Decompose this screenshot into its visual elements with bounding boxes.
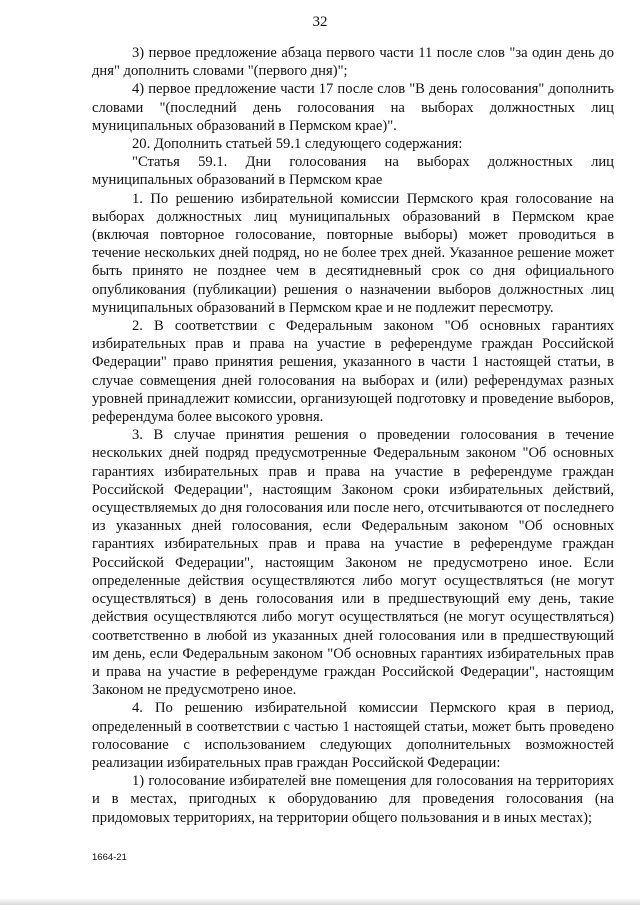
amendment-item-3: 3) первое предложение абзаца первого части 11 после слов "за один день до дня" дополнить словами "(первого дня)";	[92, 45, 614, 80]
document-body	[92, 44, 614, 827]
scan-edge	[0, 898, 640, 905]
page-number: 32	[312, 14, 328, 30]
amendment-item-20: 20. Дополнить статьей 59.1 следующего содержания:	[132, 136, 463, 153]
article-heading: "Статья 59.1. Дни голосования на выборах должностных лиц муниципальных образований в Пермском крае	[92, 154, 614, 189]
article-part-4-item-1: 1) голосование избирателей вне помещения для голосования на территориях и в местах, пригодных к оборудованию для проведения голосования (на придомовых территориях, на территории общего пользования и в иных местах);	[92, 773, 614, 826]
amendment-item-4: 4) первое предложение части 17 после слов "В день голосования" дополнить словами "(последний день голосования на выборах должностных лиц муниципальных образований в Пермском крае)".	[92, 81, 614, 134]
article-part-4: 4. По решению избирательной комиссии Пермского края в период, определенный в соответствии с частью 1 настоящей статьи, может быть проведено голосование с использованием следующих дополнительных возможностей реализации избирательных прав граждан Российской Федерации:	[92, 700, 614, 771]
article-part-2: 2. В соответствии с Федеральным законом "Об основных гарантиях избирательных прав и права на участие в референдуме граждан Российской Федерации" право принятия решения, указанного в части 1 настоящей статьи, в случае совмещения дней голосования на выборах и (или) референдумах разных уровней принадлежит комиссии, организующей подготовку и проведение выборов, референдума более высокого уровня.	[92, 318, 614, 426]
article-part-1: 1. По решению избирательной комиссии Пермского края голосование на выборах должностных лиц муниципальных образований в Пермском крае (включая повторное голосование, повторные выборы) может проводиться в течение нескольких дней подряд, но не более трех дней. Указанное решение может быть принято не позднее чем в десятидневный срок со дня официального опубликования (публикации) решения о назначении выборов должностных лиц муниципальных образований в Пермском крае и не подлежит пересмотру.	[92, 190, 614, 316]
article-part-3: 3. В случае принятия решения о проведении голосования в течение нескольких дней подряд предусмотренные Федеральным законом "Об основных гарантиях избирательных прав и права на участие в референдуме граждан Российской Федерации", настоящим Законом сроки избирательных действий, осуществляемых до дня голосования или после него, отсчитываются от последнего из указанных дней голосования, если Федеральным законом "Об основных гарантиях избирательных прав и права на участие в референдуме граждан Российской Федерации", настоящим Законом не предусмотрено иное. Если определенные действия осуществляются либо могут осуществляться (не могут осуществляться) в день голосования или в предшествующий ему день, такие действия осуществляются либо могут осуществляться (не могут осуществляться) соответственно в любой из указанных дней голосования или в предшествующий им день, если Федеральным законом "Об основных гарантиях избирательных прав и права на участие в референдуме граждан Российской Федерации", настоящим Законом не предусмотрено иное.	[92, 427, 614, 699]
document-code: 1664-21	[92, 852, 127, 863]
